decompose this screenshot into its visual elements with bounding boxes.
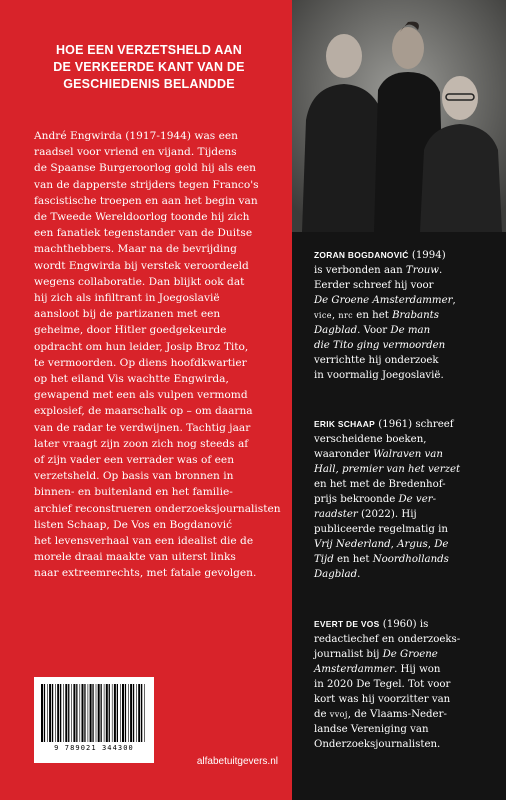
bio-title: Amsterdammer: [314, 664, 395, 675]
bio-text: ,: [331, 310, 339, 321]
bio-title: Argus: [397, 539, 428, 550]
blurb-text: [34, 128, 288, 582]
blurb-line: hij zich als infiltrant in Joegoslavië: [34, 292, 220, 305]
author-photo: [292, 0, 506, 232]
bio-text: in 2020 De Tegel. Tot voor: [314, 679, 451, 690]
bio-text: ,: [452, 295, 456, 306]
bio-text: verrichtte hij onderzoek: [314, 355, 439, 366]
bio-text: ,: [427, 539, 435, 550]
heading-line-2: DE VERKEERDE KANT VAN DE: [53, 60, 245, 74]
barcode-bar: [76, 684, 77, 742]
barcode-bar: [92, 684, 93, 742]
barcode-bar: [65, 684, 67, 742]
bio-text: Eerder schreef hij voor: [314, 280, 434, 291]
bio-text: en het: [353, 310, 393, 321]
barcode-bar: [138, 684, 140, 742]
barcode-bar: [44, 684, 45, 742]
bio-zoran-bogdanovic: [314, 248, 500, 383]
bio-title: Walraven van: [373, 449, 443, 460]
barcode-bar: [112, 684, 113, 742]
blurb-line: later vraagt zijn zoon zich nog steeds af: [34, 437, 249, 450]
bio-text: kort was hij voorzitter van: [314, 694, 451, 705]
barcode-bar: [125, 684, 126, 742]
publisher-url: alfabetuitgevers.nl: [196, 756, 278, 767]
blurb-line: raadsel voor vriend en vijand. Tijdens: [34, 146, 237, 159]
barcode-bar: [90, 684, 92, 742]
bio-title: Dagblad: [314, 325, 358, 336]
blurb-line: het levensverhaal van een idealist die de: [34, 535, 254, 548]
barcode-bar: [101, 684, 102, 742]
barcode-bar: [47, 684, 48, 742]
bio-text: . Voor: [357, 325, 391, 336]
blurb-line: gewapend met een als vulpen vermomd: [34, 389, 248, 402]
barcode-bar: [55, 684, 56, 742]
blurb-line: geheime, door Hitler goedgekeurde: [34, 324, 227, 337]
author-year: (1994): [408, 250, 446, 261]
blurb-line: verzetsheld. Op basis van bronnen in: [34, 470, 234, 483]
bio-text: de: [314, 709, 330, 720]
bio-evert-de-vos: [314, 617, 500, 752]
barcode-bar: [98, 684, 100, 742]
blurb-line: listen Schaap, De Vos en Bogdanović: [34, 518, 233, 531]
barcode-bar: [52, 684, 53, 742]
bio-text: nrc: [338, 311, 354, 320]
barcode-bar: [141, 684, 142, 742]
author-name: ERIK SCHAAP: [314, 419, 376, 429]
barcode-bar: [96, 684, 97, 742]
author-name: ZORAN BOGDANOVIĆ: [314, 250, 409, 260]
barcode-bar: [120, 684, 121, 742]
bio-text: .: [357, 569, 361, 580]
author-name: EVERT DE VOS: [314, 619, 380, 629]
blurb-line: explosief, de maarschalk op – om daarna: [34, 405, 253, 418]
barcode-bar: [133, 684, 134, 742]
back-cover-dark-panel: [292, 0, 506, 800]
blurb-line: wordt Engwirda bij verstek veroordeeld: [34, 259, 249, 272]
author-year: (1960) is: [379, 619, 429, 630]
barcode-bar: [41, 684, 43, 742]
barcode-bar: [84, 684, 85, 742]
bio-title: De man: [390, 325, 431, 336]
blurb-line: archief reconstrueren onderzoeksjournalisten: [34, 502, 281, 515]
barcode-bar: [68, 684, 69, 742]
bio-text: landse Vereniging van: [314, 724, 429, 735]
bio-title: De Groene: [382, 649, 438, 660]
barcode-bar: [73, 684, 75, 742]
barcode-bar: [82, 684, 84, 742]
bio-title: Dagblad: [314, 569, 358, 580]
cover-heading: [18, 42, 280, 93]
heading-line-3: GESCHIEDENIS BELANDDE: [63, 77, 235, 91]
barcode-bar: [117, 684, 118, 742]
heading-line-1: HOE EEN VERZETSHELD AAN: [55, 43, 243, 57]
bio-text: in voormalig Joegoslavië.: [314, 370, 444, 381]
bio-text: journalist bij: [314, 649, 383, 660]
barcode-bar: [130, 684, 132, 742]
barcode-bar: [80, 684, 81, 742]
bio-title: De: [434, 539, 449, 550]
bio-title: raadster: [314, 509, 358, 520]
barcode-bar: [60, 684, 61, 742]
barcode-bar: [114, 684, 116, 742]
barcode-bar: [136, 684, 137, 742]
barcode-bar: [144, 684, 145, 742]
bio-title: De ver-: [398, 494, 437, 505]
bio-title: Trouw: [405, 265, 439, 276]
bio-title: Brabants: [392, 310, 439, 321]
blurb-line: opdracht om hun leider, Josip Broz Tito,: [34, 340, 249, 353]
blurb-line: André Engwirda (1917-1944) was een: [34, 130, 238, 142]
barcode-bar: [88, 684, 89, 742]
barcode-bar: [49, 684, 51, 742]
bio-text: .: [439, 265, 443, 276]
bio-text: redactiechef en onderzoeks-: [314, 634, 461, 645]
bio-text: verscheidene boeken,: [314, 434, 427, 445]
bio-title: Vrij Nederland: [314, 539, 391, 550]
blurb-line: aansloot bij de partizanen met een: [34, 308, 221, 321]
barcode-bar: [104, 684, 105, 742]
bio-text: prijs bekroonde: [314, 494, 399, 505]
blurb-line: fascistische troepen en aan het begin van: [34, 194, 258, 207]
blurb-line: wegens collaboratie. Dan blijkt ook dat: [34, 275, 245, 288]
blurb-line: naar extreemrechts, met fatale gevolgen.: [34, 567, 257, 580]
bio-text: waaronder: [314, 449, 374, 460]
bio-text: , de Vlaams-Neder-: [347, 709, 447, 720]
blurb-line: of zijn vader een verrader was of een: [34, 454, 235, 467]
blurb-line: van de radar te verdwijnen. Tachtig jaar: [34, 421, 251, 434]
blurb-line: binnen- en buitenland en het familie-: [34, 486, 233, 499]
blurb-line: de Spaanse Burgeroorlog gold hij als een: [34, 162, 256, 175]
blurb-line: een fanatiek tegenstander van de Duitse: [34, 227, 253, 240]
blurb-line: op het eiland Vis wachtte Engwirda,: [34, 373, 229, 386]
bio-title: Hall, premier van het verzet: [314, 464, 461, 475]
bio-text: Onderzoeksjournalisten.: [314, 739, 441, 750]
bio-text: (2022). Hij: [357, 509, 417, 520]
bio-text: publiceerde regelmatig in: [314, 524, 448, 535]
blurb-line: machthebbers. Maar na de bevrijding: [34, 243, 237, 256]
isbn-barcode: [34, 677, 154, 763]
bio-title: Tijd: [314, 554, 334, 565]
barcode-bar: [57, 684, 59, 742]
blurb-line: de Tweede Wereldoorlog toonde hij zich: [34, 211, 250, 224]
barcode-bar: [106, 684, 108, 742]
bio-text: ,: [390, 539, 398, 550]
bio-title: De Groene Amsterdammer: [314, 295, 453, 306]
barcode-bar: [71, 684, 72, 742]
barcode-bar: [63, 684, 64, 742]
bio-text: en het met de Bredenhof-: [314, 479, 446, 490]
barcode-bar: [122, 684, 124, 742]
bio-text: vvoj: [329, 710, 348, 719]
barcode-bar: [128, 684, 129, 742]
blurb-line: van de dapperste strijders tegen Franco's: [34, 178, 259, 191]
bio-title: die Tito ging vermoorden: [314, 340, 446, 351]
isbn-number: 9 789021 344300: [54, 744, 134, 752]
bio-erik-schaap: [314, 417, 500, 582]
bio-title: Noordhollands: [372, 554, 449, 565]
blurb-line: morele draai maakte van uiterst links: [34, 551, 236, 564]
bio-text: en het: [333, 554, 373, 565]
barcode-bar: [109, 684, 110, 742]
bio-text: . Hij won: [394, 664, 441, 675]
blurb-line: te vermoorden. Op diens hoofdkwartier: [34, 356, 247, 369]
barcode-bars: [41, 684, 147, 742]
bio-text: vice: [314, 311, 332, 320]
bio-text: is verbonden aan: [314, 265, 406, 276]
author-year: (1961) schreef: [375, 419, 454, 430]
